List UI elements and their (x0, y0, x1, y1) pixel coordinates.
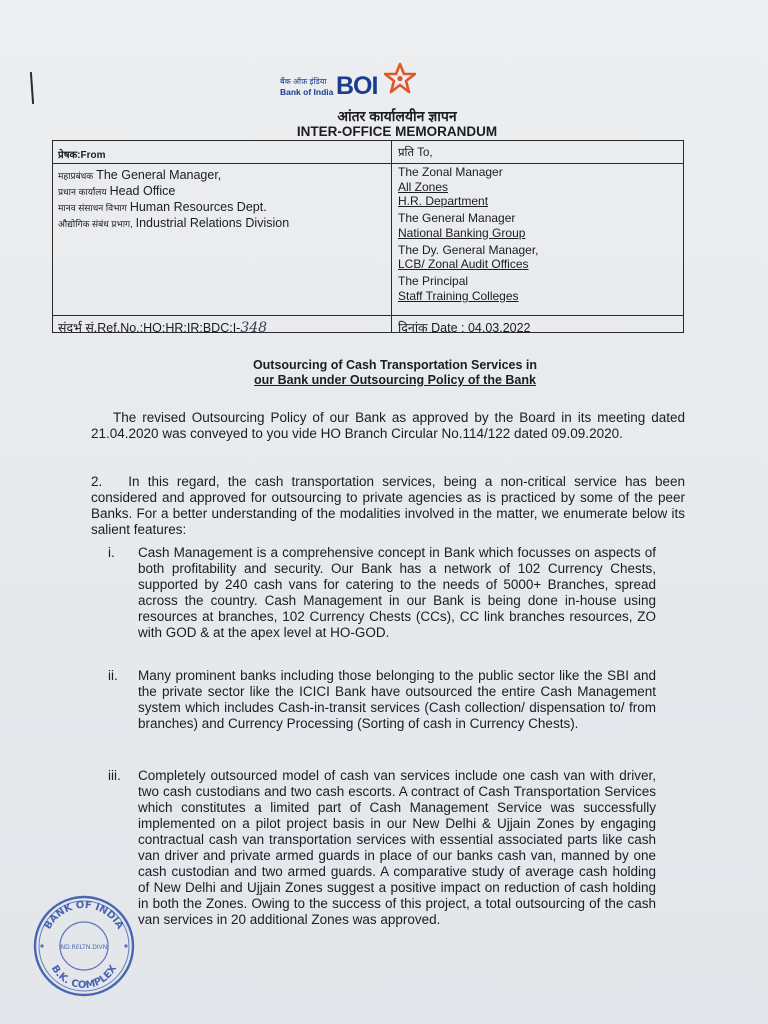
to-label: प्रति To, (398, 147, 433, 159)
svg-text:B.K. COMPLEX: B.K. COMPLEX (48, 963, 120, 992)
sender-block (58, 168, 289, 232)
list-item-number: iii. (108, 768, 121, 783)
from-label: प्रेषक:From (58, 150, 106, 161)
recipient-entry: The General Manager National Banking Group (398, 211, 526, 240)
sender-line: महाप्रबंधक The General Manager, (58, 168, 222, 182)
bank-logo (276, 60, 446, 108)
list-item-text: Many prominent banks including those belonging to the public sector like the SBI and the private sector like the ICICI Bank have outsourced the entire Cash Management system which includes Cash-in-transit services (Cash collection/ dispensation to/ from branches) and Currency Processing (Sorting of cash in Currency Chests). (138, 668, 656, 731)
recipient-block (398, 165, 539, 306)
hindi-memo-title: आंतर कार्यालयीन ज्ञापन (337, 108, 457, 124)
reference-number: संदर्भ सं.Ref.No.:HO:HR:IR:BDC:I-348 (58, 320, 268, 336)
memo-title: INTER-OFFICE MEMORANDUM (296, 124, 498, 139)
recipient-entry: The Principal Staff Training Colleges (398, 274, 519, 303)
recipient-entry: The Zonal Manager All Zones H.R. Department (398, 165, 503, 208)
list-item-number: ii. (108, 668, 118, 683)
list-item-number: i. (108, 545, 115, 560)
handwritten-ref-number: 348 (240, 320, 268, 336)
svg-text:BANK OF INDIA: BANK OF INDIA (42, 899, 126, 932)
sender-line: मानव संसाधन विभाग Human Resources Dept. (58, 200, 267, 214)
subject-heading: Outsourcing of Cash Transportation Services in our Bank under Outsourcing Policy of the Bank (252, 358, 538, 387)
star-logo-icon (384, 62, 416, 94)
pen-mark (30, 72, 34, 104)
list-item-text: Cash Management is a comprehensive concept in Bank which focusses on aspects of both profitability and security. Our Bank has a network of 102 Currency Chests, supported by 240 cash vans for catering to the needs of 5000+ Branches, spread across the country. Cash Management in our Bank is being done in-house using resources at branches, 102 Currency Chests (CCs), CC link branches resources, ZO with GOD & at the apex level at HO-GOD. (138, 545, 656, 640)
bank-seal-stamp (32, 894, 136, 998)
paragraph-1: The revised Outsourcing Policy of our Bank as approved by the Board in its meeting dated 21.04.2020 was conveyed to you vide HO Branch Circular No.114/122 dated 09.09.2020. (91, 410, 685, 441)
table-divider (53, 163, 683, 164)
table-divider (53, 315, 683, 316)
table-divider (391, 141, 392, 332)
recipient-entry: The Dy. General Manager, LCB/ Zonal Audit Offices (398, 242, 539, 271)
svg-text:IND.RELTN.DIVN.: IND.RELTN.DIVN. (58, 944, 110, 951)
paragraph-2: 2. In this regard, the cash transportation services, being a non-critical service has been considered and approved for outsourcing to private agencies as is practiced by some of the peer Banks. For a better understanding of the modalities involved in the matter, we enumerate below its salient features: (91, 474, 685, 537)
logo-hindi-text: बैंक ऑफ़ इंडिया (280, 77, 327, 86)
logo-english-text: Bank of India (280, 87, 334, 97)
list-item-text: Completely outsourced model of cash van services include one cash van with driver, two cash custodians and two cash escorts. A contract of Cash Transportation Services which constitutes a limited part of Cash Management Service was successfully implemented on a pilot project basis in our New Delhi & Ujjain Zones by engaging contractual cash van transportation services with essential associated parts like cash van driver and private armed guards in place of our banks cash van, manned by one cash custodian and two armed guards. A comparative study of average cash holding of New Delhi and Ujjain Zones suggest a positive impact on reduction of cash holding in both the Zones. Owing to the success of this project, a total outsourcing of the cash van services in 20 additional Zones was approved. (138, 768, 656, 927)
sender-line: औद्योगिक संबंध प्रभाग, Industrial Relations Division (58, 216, 290, 230)
sender-line: प्रधान कार्यालय Head Office (58, 184, 176, 198)
memo-date: दिनांक Date : 04.03.2022 (398, 321, 531, 335)
logo-boi-text: BOI (336, 72, 378, 100)
from-to-table (52, 140, 684, 336)
